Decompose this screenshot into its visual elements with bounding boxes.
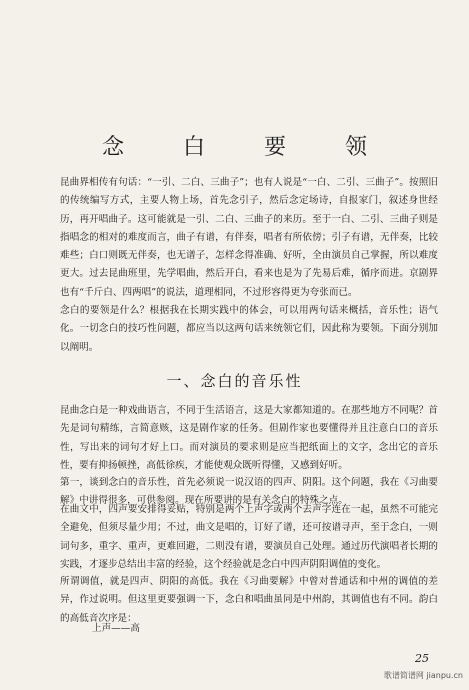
chapter-title: 念 白 要 领 <box>102 135 393 160</box>
section-heading: 一、念白的音乐性 <box>166 372 303 390</box>
paragraph-tone-values: 所谓调值，就是四声、阴阳的高低。我在《习曲要解》中曾对普通话和中州的调值的差异，作过说明。但这里更要强调一下，念白和唱曲虽同是中州韵，其调值也有不同。韵白的高低音次序是： <box>60 576 438 624</box>
page-number: 25 <box>415 652 429 665</box>
paragraph-intro: 昆曲界相传有句话：“一引、二白、三曲子”；也有人说是“一白、二引、三曲子”。按照旧的传统编写方式，主要人物上场，首先念引子，然后念定场诗，自报家门，叙述身世经历，再开唱曲子。这可能就是一引、二白、三曲子的来历。至于一白、二引、三曲子则是指唱念的相对的难度而言，曲子有谱，有伴奏，唱者有所依傍；引子有谱，无伴奏，比较难些；白口则既无伴奏，也无谱子，怎样念得准确、好听，全由演员自己掌握，所以难度更大。过去昆曲班里，先学唱曲，然后开白，看来也是为了先易后难，循序而进。京剧界也有“千斤白、四两唱”的说法，道理相同，不过形容得更为夸张而已。 <box>60 177 438 298</box>
paragraph-first-point: 第一，谈到念白的音乐性，首先必须说一说汉语的四声、阴阳。这个问题，我在《习曲要解》中讲得很多，可供参阅。现在所要讲的是有关念白的特殊之点。 <box>60 477 438 507</box>
paragraph-kunqu-speech: 昆曲念白是一种戏曲语言，不同于生活语言，这是大家都知道的。在那些地方不同呢？首先是词句精练，言简意赅，这是剧作家的任务。但剧作家也要懂得并且注意白口的音乐性，写出来的词句才好上口。而对演员的要求则是应当把纸面上的文字，念出它的音乐性，要有抑扬顿挫，高低徐疾，才能使观众既听得懂，又感到好听。 <box>60 405 438 471</box>
site-watermark: 歌谱简谱网 jianpu.cn <box>383 671 463 680</box>
paragraph-four-tones: 在曲文中，四声要安排得妥贴，特别是两个上声字或两个去声字连在一起，虽然不可能完全避免，但须尽量少用；不过，曲文是唱的，订好了谱，还可按谱寻声，至于念白，一则词句多，重字、重声，更难回避，二则没有谱，要演员自己处理。通过历代演唱者长期的实践，才逐步总结出丰富的经验，这个经验就是念白中四声阴阳调值的变化。 <box>60 504 438 570</box>
tone-list-item: 上声——高 <box>92 623 140 634</box>
paragraph-essentials: 念白的要领是什么？根据我在长期实践中的体会，可以用两句话来概括，音乐性；语气化。一切念白的技巧性问题，都应当以这两句话来统领它们，因此称为要领。下面分别加以阐明。 <box>60 305 438 353</box>
